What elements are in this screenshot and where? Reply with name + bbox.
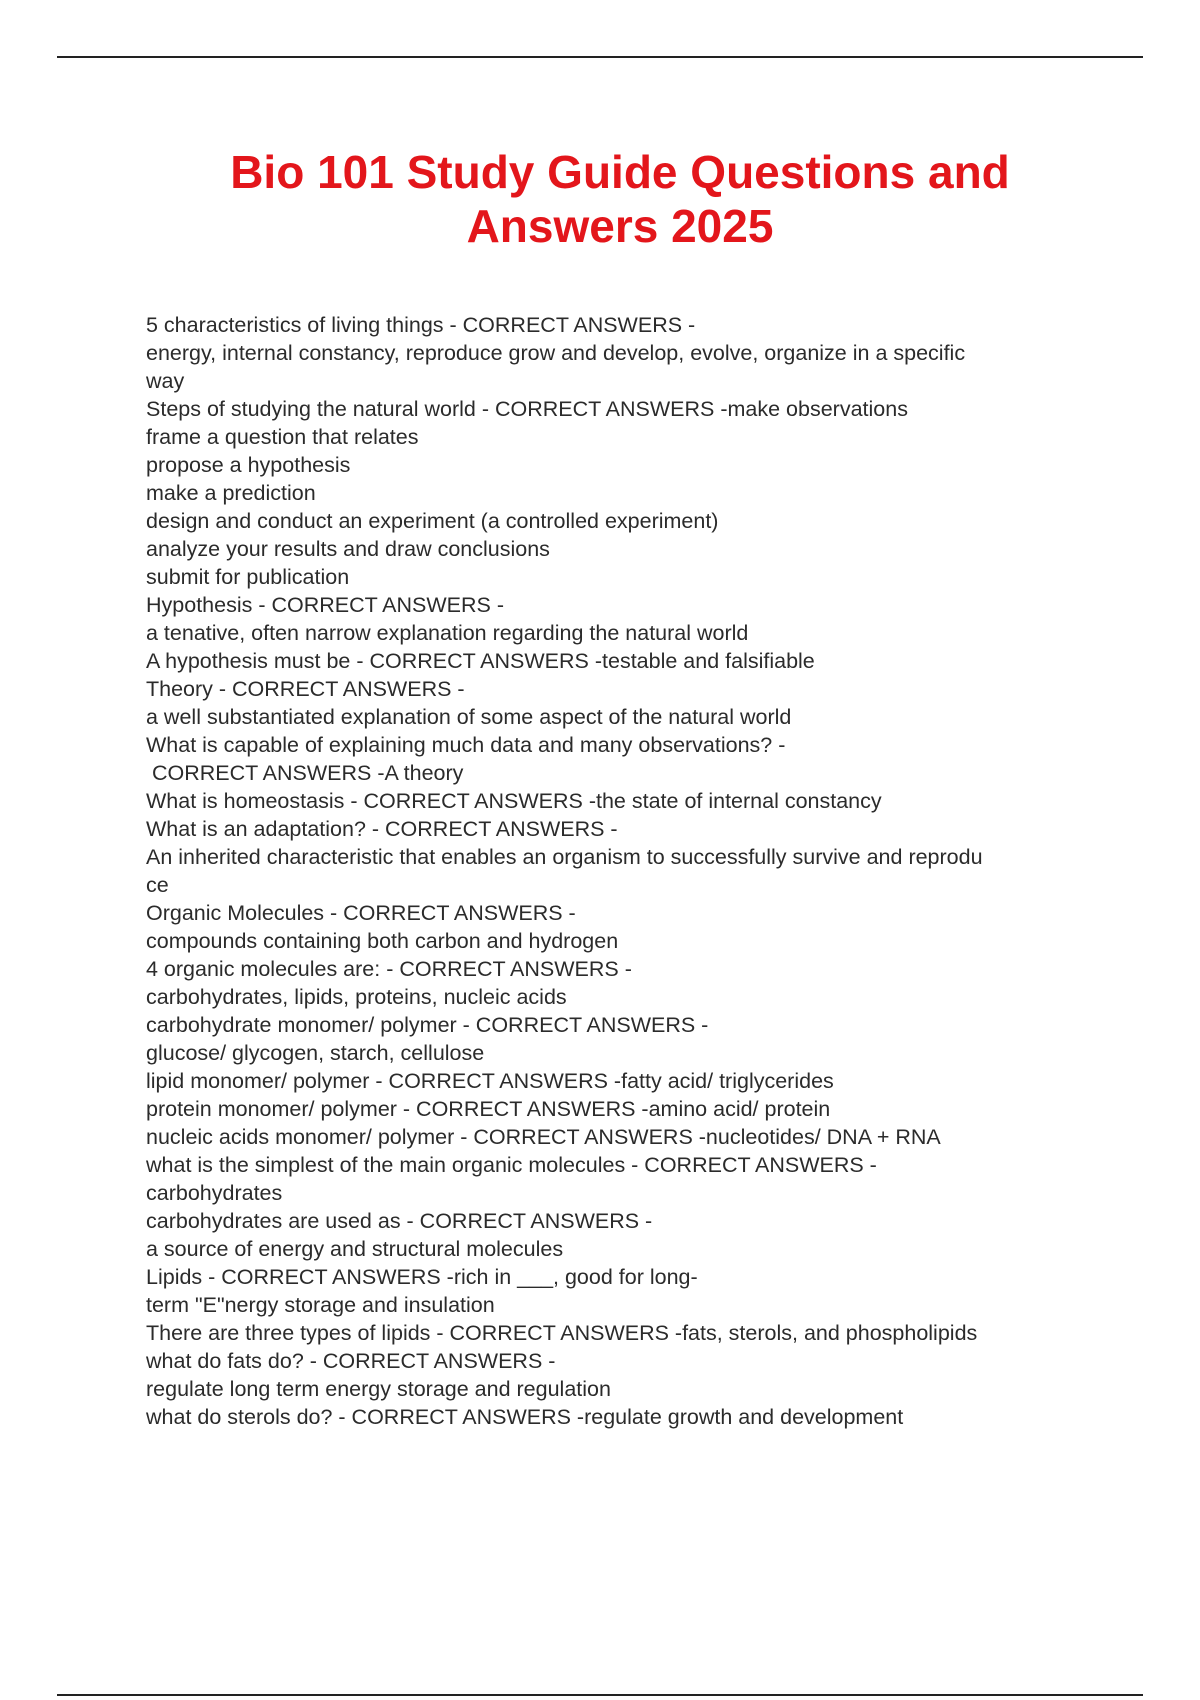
text-line: compounds containing both carbon and hydrogen: [146, 929, 619, 953]
text-line: what do fats do? - CORRECT ANSWERS -: [146, 1349, 556, 1373]
text-line: What is capable of explaining much data and many observations? -: [146, 733, 786, 757]
text-line: carbohydrate monomer/ polymer - CORRECT ANSWERS -: [146, 1013, 709, 1037]
text-line: Lipids - CORRECT ANSWERS -rich in ___, good for long-: [146, 1265, 698, 1289]
text-line: what is the simplest of the main organic molecules - CORRECT ANSWERS -: [146, 1153, 877, 1177]
text-line: Organic Molecules - CORRECT ANSWERS -: [146, 901, 576, 925]
text-line: submit for publication: [146, 565, 350, 589]
text-line: what do sterols do? - CORRECT ANSWERS -regulate growth and development: [146, 1405, 904, 1429]
text-line: a well substantiated explanation of some aspect of the natural world: [146, 705, 792, 729]
text-line: frame a question that relates: [146, 425, 419, 449]
text-line: a source of energy and structural molecules: [146, 1237, 564, 1261]
text-line: An inherited characteristic that enables an organism to successfully survive and reprodu: [146, 845, 983, 869]
text-line: Hypothesis - CORRECT ANSWERS -: [146, 593, 505, 617]
text-line: term "E"nergy storage and insulation: [146, 1293, 495, 1317]
page-title: [150, 145, 1090, 253]
top-rule: [57, 56, 1143, 58]
text-line: way: [146, 369, 185, 393]
text-line: A hypothesis must be - CORRECT ANSWERS -testable and falsifiable: [146, 649, 815, 673]
text-line: glucose/ glycogen, starch, cellulose: [146, 1041, 485, 1065]
text-line: carbohydrates are used as - CORRECT ANSWERS -: [146, 1209, 653, 1233]
text-line: a tenative, often narrow explanation regarding the natural world: [146, 621, 749, 645]
text-line: regulate long term energy storage and regulation: [146, 1377, 611, 1401]
text-line: CORRECT ANSWERS -A theory: [146, 761, 464, 785]
title-line-2: Answers 2025: [466, 200, 774, 252]
text-line: There are three types of lipids - CORRECT ANSWERS -fats, sterols, and phospholipids: [146, 1321, 978, 1345]
text-line: ce: [146, 873, 169, 897]
text-line: lipid monomer/ polymer - CORRECT ANSWERS -fatty acid/ triglycerides: [146, 1069, 834, 1093]
study-guide-body: [146, 311, 1096, 1431]
text-line: What is homeostasis - CORRECT ANSWERS -the state of internal constancy: [146, 789, 882, 813]
text-line: analyze your results and draw conclusions: [146, 537, 550, 561]
text-line: nucleic acids monomer/ polymer - CORRECT ANSWERS -nucleotides/ DNA + RNA: [146, 1125, 941, 1149]
title-line-1: Bio 101 Study Guide Questions and: [230, 146, 1010, 198]
text-line: make a prediction: [146, 481, 316, 505]
text-line: energy, internal constancy, reproduce grow and develop, evolve, organize in a specific: [146, 341, 966, 365]
text-line: carbohydrates: [146, 1181, 283, 1205]
text-line: carbohydrates, lipids, proteins, nucleic acids: [146, 985, 567, 1009]
text-line: 5 characteristics of living things - CORRECT ANSWERS -: [146, 313, 696, 337]
text-line: 4 organic molecules are: - CORRECT ANSWERS -: [146, 957, 632, 981]
text-line: What is an adaptation? - CORRECT ANSWERS -: [146, 817, 618, 841]
text-line: propose a hypothesis: [146, 453, 351, 477]
text-line: Theory - CORRECT ANSWERS -: [146, 677, 465, 701]
text-line: Steps of studying the natural world - CORRECT ANSWERS -make observations: [146, 397, 908, 421]
text-line: design and conduct an experiment (a controlled experiment): [146, 509, 719, 533]
bottom-rule: [57, 1694, 1143, 1696]
text-line: protein monomer/ polymer - CORRECT ANSWERS -amino acid/ protein: [146, 1097, 831, 1121]
